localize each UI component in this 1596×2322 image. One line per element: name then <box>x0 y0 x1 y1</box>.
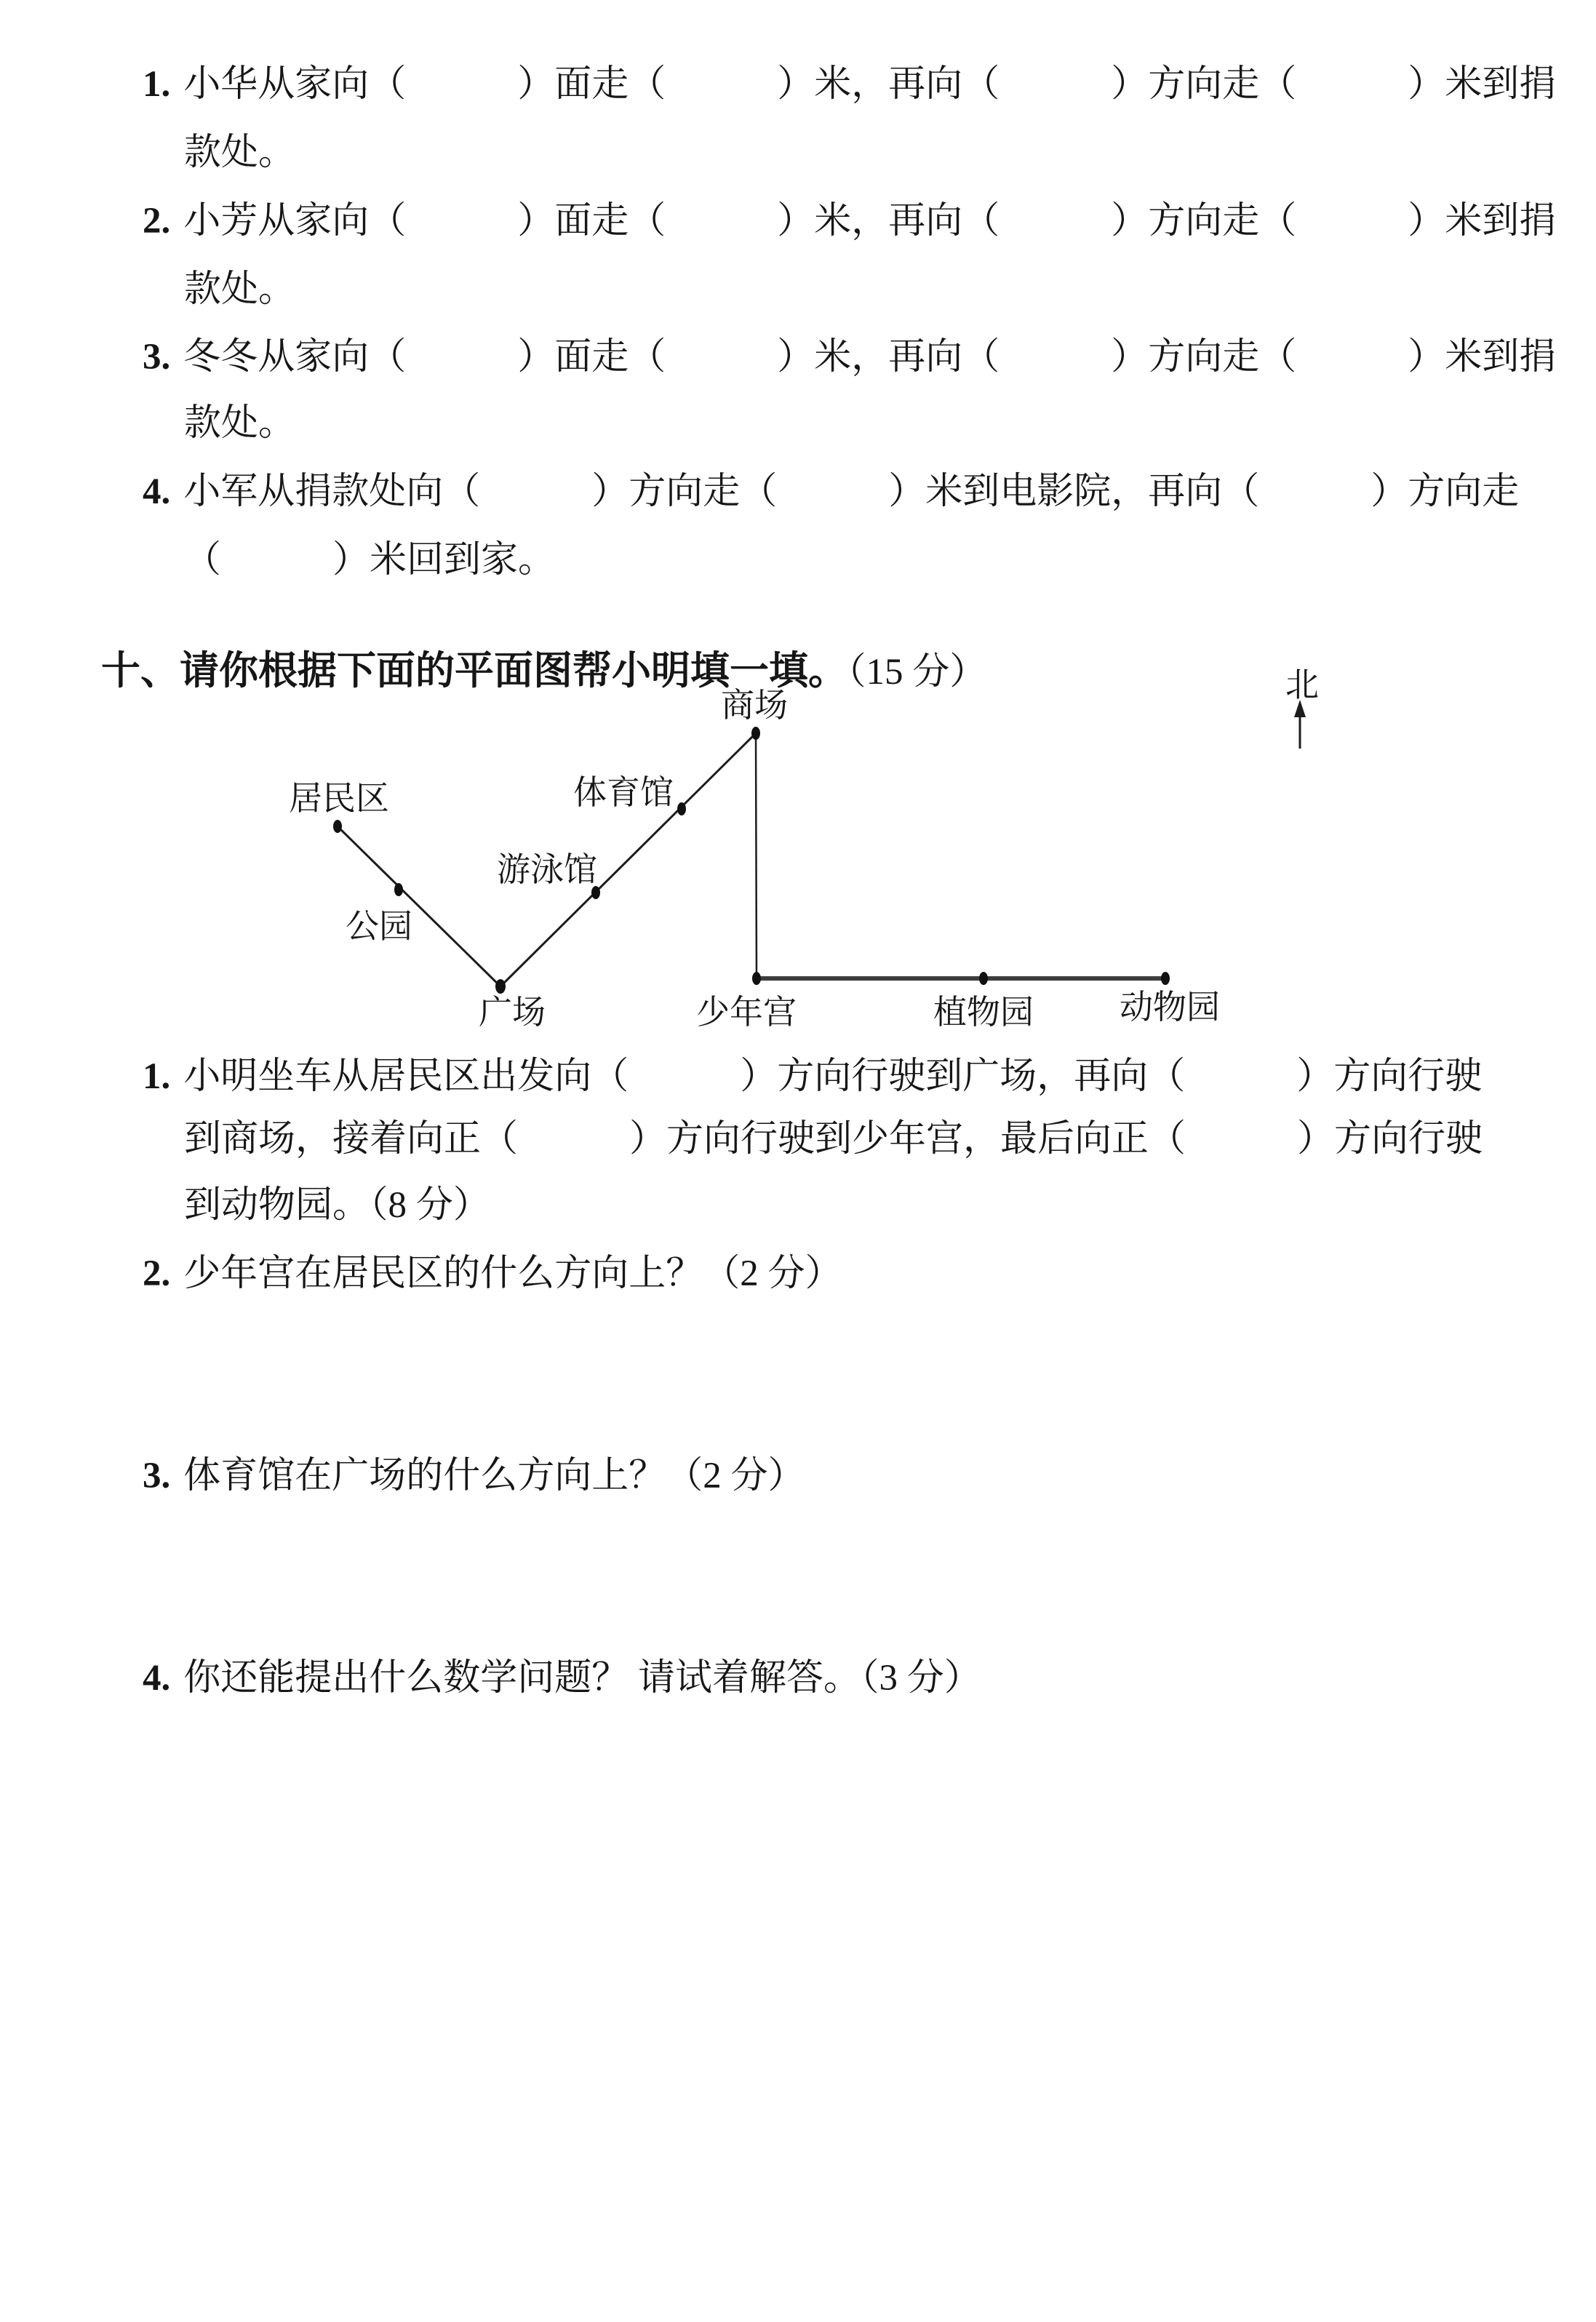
question-b1-number: 1. <box>143 1056 171 1097</box>
question-b2-text: 少年宫在居民区的什么方向上？（2 分） <box>183 1253 842 1294</box>
question-a3-text-cont: 款处。 <box>184 403 296 444</box>
place-label-gymnasium: 体育馆 <box>573 774 674 811</box>
place-label-residential: 居民区 <box>289 780 389 817</box>
question-a4-number: 4. <box>143 471 171 512</box>
place-dot-plaza <box>495 979 506 994</box>
section-ten-title: 十、请你根据下面的平面图帮小明填一填。 <box>101 649 847 693</box>
place-dot-park <box>394 883 403 896</box>
place-dot-residential <box>333 820 342 833</box>
route-residential-to-plaza <box>338 826 500 986</box>
question-a1-text-cont: 款处。 <box>184 132 296 173</box>
question-b3-text: 体育馆在广场的什么方向上？（2 分） <box>183 1456 805 1496</box>
place-dot-gymnasium <box>677 802 686 815</box>
question-b1-text: 小明坐车从居民区出发向（ ）方向行驶到广场，再向（ ）方向行驶 <box>183 1056 1483 1097</box>
question-a4-text: 小军从捐款处向（ ）方向走（ ）米到电影院，再向（ ）方向走 <box>183 471 1520 512</box>
question-b4-line1 <box>143 1656 981 1701</box>
question-b1-line3 <box>184 1183 490 1228</box>
place-label-mall: 商场 <box>721 687 788 724</box>
question-b1-line2 <box>184 1117 1483 1162</box>
question-a2-text-cont: 款处。 <box>184 269 296 310</box>
question-a3-number: 3. <box>143 337 171 378</box>
north-label: 北 <box>1285 666 1319 703</box>
place-dot-botanical-garden <box>979 972 988 985</box>
question-b3-number: 3. <box>143 1456 171 1496</box>
place-label-youth-palace: 少年宫 <box>696 994 797 1031</box>
section-ten-score: （15 分） <box>847 652 987 693</box>
question-a1-number: 1. <box>143 64 171 105</box>
question-a3-text: 冬冬从家向（ ）面走（ ）米，再向（ ）方向走（ ）米到捐 <box>183 337 1557 378</box>
question-b4-number: 4. <box>143 1658 171 1699</box>
place-label-botanical-garden: 植物园 <box>933 994 1034 1031</box>
place-label-zoo: 动物园 <box>1120 989 1220 1026</box>
question-b2-number: 2. <box>143 1253 171 1294</box>
question-a2-number: 2. <box>143 201 171 242</box>
question-b3-line1 <box>143 1453 805 1499</box>
place-dot-zoo <box>1161 972 1170 985</box>
question-b1-text-cont1: 到商场，接着向正（ ）方向行驶到少年宫，最后向正（ ）方向行驶 <box>184 1119 1483 1160</box>
place-label-plaza: 广场 <box>479 994 546 1031</box>
place-dot-youth-palace <box>752 972 761 985</box>
question-b1-line1 <box>143 1054 1482 1099</box>
question-a2-text: 小芳从家向（ ）面走（ ）米，再向（ ）方向走（ ）米到捐 <box>183 201 1557 242</box>
question-b1-text-cont2: 到动物园。（8 分） <box>184 1185 490 1226</box>
place-dot-mall <box>751 727 760 740</box>
place-label-swimming-pool: 游泳馆 <box>497 851 597 888</box>
question-b4-text: 你还能提出什么数学问题？ 请试着解答。（3 分） <box>183 1658 981 1699</box>
route-mall-to-youth-palace <box>756 733 757 978</box>
question-a4-text-cont: （ ）米回到家。 <box>184 540 556 580</box>
place-label-park: 公园 <box>346 908 412 945</box>
question-b2-line1 <box>143 1251 842 1296</box>
question-a1-text: 小华从家向（ ）面走（ ）米，再向（ ）方向走（ ）米到捐 <box>183 64 1557 105</box>
